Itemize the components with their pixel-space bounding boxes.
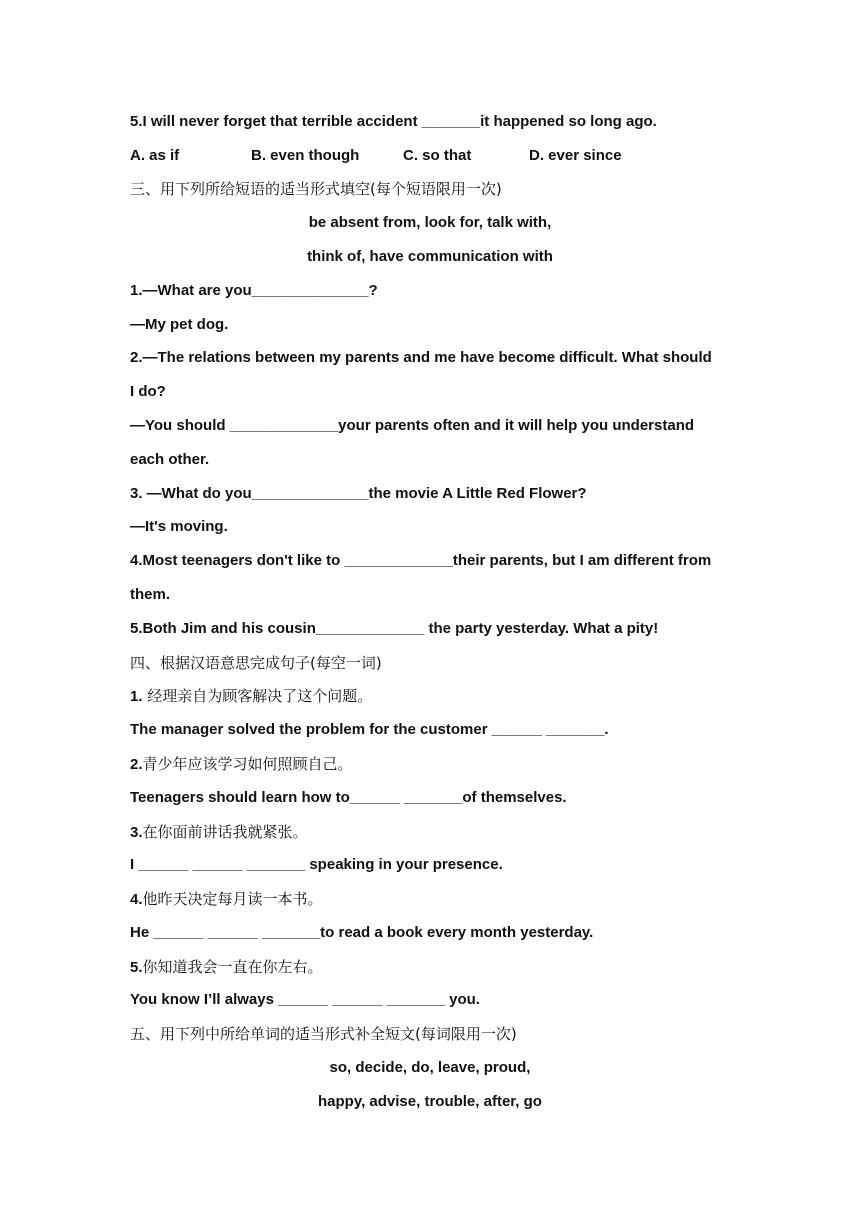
option-d: D. ever since (529, 147, 622, 164)
s3-line: —It's moving. (130, 518, 228, 535)
s3-line: 1.—What are you______________? (130, 282, 378, 299)
word-bank-line-2: happy, advise, trouble, after, go (318, 1093, 542, 1110)
s4-item-2-cn (130, 754, 353, 775)
phrase-bank-line-1: be absent from, look for, talk with, (308, 214, 552, 231)
item-number: 4. (130, 891, 143, 908)
item-number: 1. (130, 688, 143, 705)
item-number: 2. (130, 756, 143, 773)
section-5-title: 五、用下列中所给单词的适当形式补全短文(每词限用一次) (130, 1025, 517, 1043)
s4-item-4-cn (130, 889, 323, 910)
s4-item-1-en: The manager solved the problem for the customer ______ _______. (130, 721, 609, 738)
s3-line: 5.Both Jim and his cousin_____________ the party yesterday. What a pity! (130, 620, 659, 637)
question-5-stem: 5.I will never forget that terrible accident _______it happened so long ago. (130, 113, 657, 130)
s3-line: —You should _____________your parents often and it will help you understand (130, 417, 695, 434)
chinese-prompt: 你知道我会一直在你左右。 (142, 958, 323, 976)
s4-item-1-cn (130, 686, 372, 707)
s3-line: 3. —What do you______________the movie A Little Red Flower? (130, 485, 587, 502)
phrase-bank-line-2: think of, have communication with (307, 248, 553, 265)
option-b: B. even though (251, 147, 360, 164)
chinese-prompt: 在你面前讲话我就紧张。 (142, 823, 308, 841)
s4-item-3-en: I ______ ______ _______ speaking in your presence. (130, 856, 503, 873)
s4-item-2-en: Teenagers should learn how to______ _______of themselves. (130, 789, 567, 806)
s3-line: —My pet dog. (130, 316, 229, 333)
option-c: C. so that (403, 147, 472, 164)
section-4-title: 四、根据汉语意思完成句子(每空一词) (130, 654, 382, 672)
option-a: A. as if (130, 147, 180, 164)
s3-line: I do? (130, 383, 166, 400)
s3-line: 2.—The relations between my parents and me have become difficult. What should (130, 349, 712, 366)
question-5-options (130, 146, 730, 166)
chinese-prompt: 他昨天决定每月读一本书。 (142, 890, 323, 908)
s3-line: each other. (130, 451, 210, 468)
s4-item-3-cn (130, 822, 308, 843)
s3-line: them. (130, 586, 171, 603)
item-number: 3. (130, 824, 143, 841)
s4-item-5-cn (130, 957, 323, 978)
s4-item-5-en: You know I’ll always ______ ______ _______ you. (130, 991, 480, 1008)
word-bank-line-1: so, decide, do, leave, proud, (329, 1059, 531, 1076)
section-3-title: 三、用下列所给短语的适当形式填空(每个短语限用一次) (130, 180, 502, 198)
chinese-prompt: 经理亲自为顾客解决了这个问题。 (142, 687, 373, 705)
item-number: 5. (130, 959, 143, 976)
s4-item-4-en: He ______ ______ _______to read a book every month yesterday. (130, 924, 594, 941)
s3-line: 4.Most teenagers don't like to _____________their parents, but I am different from (130, 552, 712, 569)
chinese-prompt: 青少年应该学习如何照顾自己。 (142, 755, 353, 773)
